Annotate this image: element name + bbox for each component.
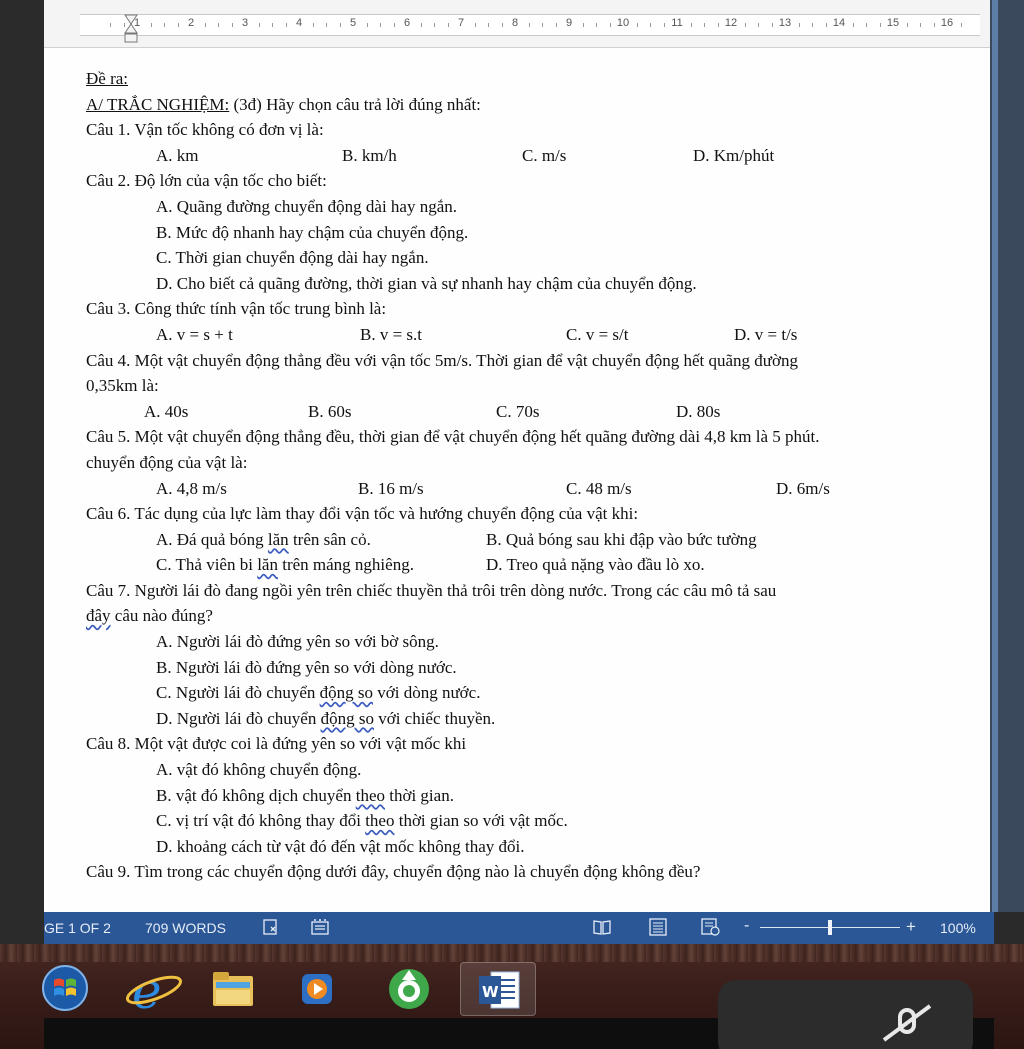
ruler-tick	[367, 23, 368, 27]
ruler-number: 10	[616, 17, 630, 29]
ruler-tick	[853, 23, 854, 27]
file-explorer-icon	[210, 968, 256, 1010]
ruler-number: 2	[187, 17, 195, 29]
ruler-tick	[799, 23, 800, 27]
ruler-tick	[502, 23, 503, 27]
q2-option-a: A. Quãng đường chuyển động dài hay ngắn.	[156, 196, 458, 216]
q7-option-d	[86, 706, 986, 732]
document-page[interactable]	[44, 48, 990, 912]
ruler-number: 8	[511, 17, 519, 29]
q5-option-a: A. 4,8 m/s	[156, 478, 227, 498]
zoom-level[interactable]: 100%	[940, 920, 976, 936]
status-bar	[44, 912, 994, 944]
ruler-tick	[421, 23, 422, 27]
svg-text:W: W	[482, 983, 499, 1001]
ruler-number: 4	[295, 17, 303, 29]
q3-option-c: C. v = s/t	[566, 324, 629, 344]
q6-option-a-tail: trên sân cỏ.	[288, 529, 371, 549]
ruler-tick	[772, 23, 773, 27]
ruler-tick	[110, 23, 111, 27]
q4-option-c: C. 70s	[496, 401, 540, 421]
ruler-tick	[880, 23, 881, 27]
word-count[interactable]: 709 WORDS	[145, 920, 226, 936]
q5-option-b: B. 16 m/s	[358, 478, 424, 498]
q7-option-d-tail: với chiếc thuyền.	[373, 708, 496, 728]
ruler-tick	[934, 23, 935, 27]
ruler-number: 14	[832, 17, 846, 29]
q6-options-row2	[86, 552, 986, 578]
q4-option-a: A. 40s	[144, 401, 189, 421]
ruler-number: 7	[457, 17, 465, 29]
q6-option-a-text: A. Đá quả bóng	[156, 529, 268, 549]
q3-options	[86, 322, 986, 348]
ruler-tick	[556, 23, 557, 27]
q4-option-b: B. 60s	[308, 401, 352, 421]
ruler-tick	[826, 23, 827, 27]
ruler-number: 16	[940, 17, 954, 29]
q6-options-row1	[86, 527, 986, 553]
q7-option-d-text: D. Người lái đò chuyển	[156, 708, 321, 728]
ruler-tick	[812, 23, 813, 27]
q7-option-c-text: C. Người lái đò chuyển	[156, 683, 320, 703]
ruler-tick	[394, 23, 395, 27]
zoom-slider-thumb[interactable]	[828, 920, 832, 935]
ruler-tick	[758, 23, 759, 27]
q2-option-d: D. Cho biết cả quãng đường, thời gian và sự nhanh hay chậm của chuyển động.	[156, 273, 697, 293]
q6-option-a-spell: lăn	[267, 529, 289, 549]
ruler-tick	[664, 23, 665, 27]
q3-option-b: B. v = s.t	[360, 324, 423, 344]
ruler-number: 5	[349, 17, 357, 29]
media-player-icon[interactable]	[300, 970, 334, 1008]
ruler-number: 15	[886, 17, 900, 29]
ruler-tick	[313, 23, 314, 27]
q8-option-c-text: C. vị trí vật đó không thay đổi	[156, 811, 366, 831]
ruler-tick	[272, 23, 273, 27]
zoom-in-button[interactable]: +	[906, 917, 916, 936]
windows-start-icon[interactable]	[40, 964, 90, 1012]
ruler-tick	[596, 23, 597, 27]
q8-option-b-spell: theo	[355, 785, 385, 805]
ruler-tick	[610, 23, 611, 27]
document-body[interactable]	[86, 66, 986, 885]
q4-options	[86, 399, 986, 425]
section-a-label: A/ TRẮC NGHIỆM:	[86, 94, 230, 114]
ruler-tick	[718, 23, 719, 27]
ruler-tick	[232, 23, 233, 27]
q1-option-a: A. km	[156, 145, 199, 165]
q5-option-d: D. 6m/s	[776, 478, 830, 498]
q7-option-d-spell: động so	[320, 708, 374, 728]
ruler-number: 9	[565, 17, 573, 29]
question-8: Câu 8. Một vật được coi là đứng yên so với vật mốc khi	[86, 734, 467, 754]
ruler-tick	[866, 23, 867, 27]
green-app-button[interactable]	[370, 962, 446, 1016]
ruler-tick	[124, 23, 125, 27]
ruler-number: 1	[133, 17, 141, 29]
q6-option-d: D. Treo quả nặng vào đầu lò xo.	[486, 555, 705, 575]
question-7-cont	[86, 603, 986, 629]
ruler-number: 12	[724, 17, 738, 29]
section-a-instruction: (3đ) Hãy chọn câu trả lời đúng nhất:	[229, 94, 481, 114]
q8-option-d: D. khoảng cách từ vật đó đến vật mốc không thay đổi.	[156, 836, 525, 856]
ruler-tick	[340, 23, 341, 27]
ruler-tick	[448, 23, 449, 27]
q7-option-a: A. Người lái đò đứng yên so với bờ sông.	[156, 632, 439, 652]
q6-option-c-text: C. Thả viên bi	[156, 555, 258, 575]
ruler-tick	[488, 23, 489, 27]
ruler-tick	[164, 23, 165, 27]
q8-option-b-tail: thời gian.	[385, 785, 454, 805]
ruler-tick	[326, 23, 327, 27]
macro-record-icon[interactable]	[310, 918, 330, 936]
q1-option-b: B. km/h	[342, 145, 397, 165]
ruler-number: 11	[671, 17, 683, 29]
doc-heading	[86, 66, 986, 92]
q2-option-b: B. Mức độ nhanh hay chậm của chuyển động.	[156, 222, 469, 242]
q6-option-c-spell: lăn	[257, 555, 278, 575]
ruler-tick	[745, 23, 746, 27]
section-a-title	[86, 92, 986, 118]
q8-option-c	[86, 808, 986, 834]
ruler-tick	[704, 23, 705, 27]
q6-option-c	[156, 552, 414, 578]
ruler-tick	[151, 23, 152, 27]
horizontal-ruler[interactable]	[44, 0, 990, 48]
q7-option-c-tail: với dòng nước.	[373, 683, 481, 703]
q6-option-c-tail: trên máng nghiêng.	[277, 555, 414, 575]
file-explorer-button[interactable]	[196, 962, 268, 1016]
q7-option-c	[86, 680, 986, 706]
ruler-tick	[259, 23, 260, 27]
page-count[interactable]: GE 1 OF 2	[44, 920, 111, 936]
ruler-number: 6	[403, 17, 411, 29]
q3-option-a: A. v = s + t	[156, 324, 233, 344]
internet-explorer-icon[interactable]	[122, 962, 186, 1018]
window-edge	[992, 0, 998, 912]
ruler-tick	[178, 23, 179, 27]
ruler-tick	[434, 23, 435, 27]
q5-option-c: C. 48 m/s	[566, 478, 632, 498]
q8-option-b-text: B. vật đó không dịch chuyển	[156, 785, 356, 805]
ruler-tick	[218, 23, 219, 27]
q1-option-d: D. Km/phút	[693, 145, 775, 165]
ruler-tick	[650, 23, 651, 27]
q7-spell: đây	[86, 606, 111, 626]
green-app-icon	[386, 966, 432, 1012]
q6-option-a	[156, 527, 371, 553]
ruler-number: 3	[241, 17, 249, 29]
word-icon	[477, 968, 521, 1012]
proofing-icon[interactable]	[262, 918, 282, 936]
question-5: Câu 5. Một vật chuyển động thẳng đều, thời gian để vật chuyển động hết quãng đường dài 4,8 km là 5 phút.	[86, 427, 820, 447]
ruler-tick	[542, 23, 543, 27]
question-1: Câu 1. Vận tốc không có đơn vị là:	[86, 120, 324, 140]
heading-text: Đề ra:	[86, 69, 129, 88]
q8-option-c-tail: thời gian so với vật mốc.	[394, 811, 568, 831]
q1-option-c: C. m/s	[522, 145, 567, 165]
mic-off-icon[interactable]	[878, 1004, 938, 1044]
question-3: Câu 3. Công thức tính vận tốc trung bình là:	[86, 299, 387, 319]
ruler-tick	[583, 23, 584, 27]
ruler-tick	[286, 23, 287, 27]
ruler-tick	[637, 23, 638, 27]
ruler-tick	[691, 23, 692, 27]
ruler-tick	[475, 23, 476, 27]
q6-option-b: B. Quả bóng sau khi đập vào bức tường	[486, 529, 757, 549]
q7-option-b: B. Người lái đò đứng yên so với dòng nước.	[156, 657, 457, 677]
q1-options	[86, 143, 986, 169]
question-4-cont: 0,35km là:	[86, 376, 159, 396]
q4-option-d: D. 80s	[676, 401, 721, 421]
q2-option-c: C. Thời gian chuyển động dài hay ngắn.	[156, 248, 429, 268]
question-9: Câu 9. Tìm trong các chuyển động dưới đây, chuyển động nào là chuyển động không đều?	[86, 862, 701, 882]
ruler-number: 13	[778, 17, 792, 29]
ruler-tick	[205, 23, 206, 27]
read-mode-icon[interactable]	[592, 918, 612, 936]
q5-options	[86, 476, 986, 502]
q8-option-a: A. vật đó không chuyển động.	[156, 760, 362, 780]
ruler-tick	[529, 23, 530, 27]
question-4: Câu 4. Một vật chuyển động thẳng đều với vận tốc 5m/s. Thời gian để vật chuyển động hết quãng đường	[86, 350, 798, 370]
overlay-card[interactable]	[718, 980, 973, 1049]
question-2: Câu 2. Độ lớn của vận tốc cho biết:	[86, 171, 327, 191]
q8-option-c-spell: theo	[365, 811, 395, 831]
svg-text:e: e	[132, 962, 162, 1018]
q8-option-b	[86, 783, 986, 809]
ruler-tick	[907, 23, 908, 27]
print-layout-icon[interactable]	[648, 918, 668, 936]
web-layout-icon[interactable]	[700, 918, 720, 936]
ruler-tick	[920, 23, 921, 27]
q3-option-d: D. v = t/s	[734, 324, 798, 344]
q7-option-c-spell: động so	[319, 683, 373, 703]
zoom-out-button[interactable]: -	[744, 917, 750, 934]
q7-tail: câu nào đúng?	[110, 606, 213, 626]
ruler-tick	[961, 23, 962, 27]
question-6: Câu 6. Tác dụng của lực làm thay đổi vận tốc và hướng chuyển động của vật khi:	[86, 504, 639, 524]
question-5-cont: chuyển động của vật là:	[86, 452, 248, 472]
question-7: Câu 7. Người lái đò đang ngồi yên trên chiếc thuyền thả trôi trên dòng nước. Trong các câu mô tả sau	[86, 580, 777, 600]
ruler-tick	[380, 23, 381, 27]
word-taskbar-button[interactable]	[460, 962, 536, 1016]
taskbar-texture	[0, 944, 1024, 962]
left-border	[0, 0, 44, 1049]
